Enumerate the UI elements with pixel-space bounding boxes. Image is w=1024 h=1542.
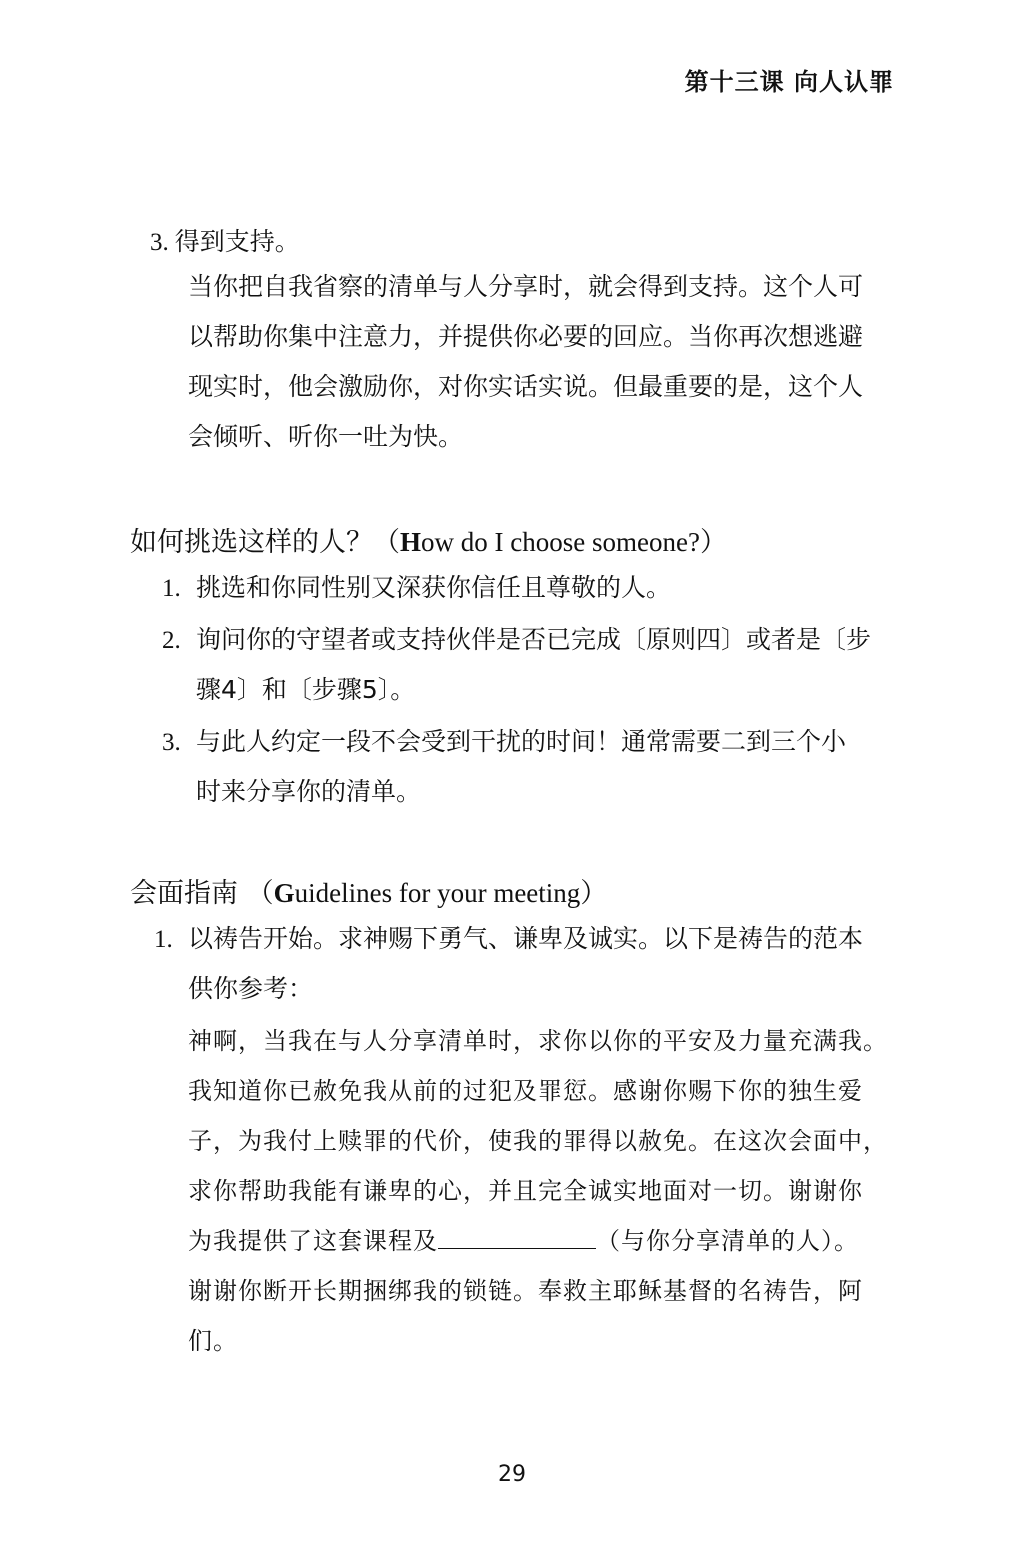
prayer-sample xyxy=(188,1016,900,1366)
page-number: 29 xyxy=(498,1462,526,1487)
prayer-line: 们。 xyxy=(188,1327,238,1355)
list-line: 供你参考： xyxy=(188,974,314,1003)
point-3-heading: 得到支持。 xyxy=(174,227,300,256)
section-heading-en xyxy=(247,878,608,908)
list-number: 1. xyxy=(162,575,181,602)
choose-item-1 xyxy=(162,563,671,614)
point-3-title xyxy=(150,222,300,258)
choose-item-3 xyxy=(162,717,846,817)
heading-en-text: uidelines for your meeting xyxy=(294,878,581,908)
list-line: 询问你的守望者或支持伙伴是否已完成〔原则四〕或者是〔步 xyxy=(196,625,872,654)
heading-initial: H xyxy=(400,527,422,557)
paragraph-line: 现实时，他会激励你，对你实话实说。但最重要的是，这个人 xyxy=(188,372,864,401)
paragraph-line: 以帮助你集中注意力，并提供你必要的回应。当你再次想逃避 xyxy=(188,322,864,351)
paren-open: （ xyxy=(373,527,400,557)
prayer-line: 子，为我付上赎罪的代价，使我的罪得以赦免。在这次会面中， xyxy=(188,1127,888,1155)
paren-open: （ xyxy=(246,878,274,908)
paragraph-line: 当你把自我省察的清单与人分享时，就会得到支持。这个人可 xyxy=(188,272,864,301)
prayer-line-with-blank xyxy=(188,1216,900,1266)
point-3-number: 3. xyxy=(150,229,169,256)
prayer-blank-after: （与你分享清单的人）。 xyxy=(596,1227,859,1255)
list-line: 与此人约定一段不会受到干扰的时间！通常需要二到三个小 xyxy=(196,727,847,756)
list-number: 1. xyxy=(154,926,173,953)
section-heading-guidelines xyxy=(130,871,607,910)
paragraph-line: 会倾听、听你一吐为快。 xyxy=(188,422,464,451)
section-heading-choose xyxy=(130,520,727,559)
section-heading-cn: 如何挑选这样的人？ xyxy=(130,527,373,558)
fill-in-blank xyxy=(438,1226,596,1249)
list-number: 3. xyxy=(162,729,181,756)
paren-close: ） xyxy=(699,527,727,557)
paren-close: ） xyxy=(580,878,608,908)
prayer-line: 我知道你已赦免我从前的过犯及罪愆。感谢你赐下你的独生爱 xyxy=(188,1077,863,1105)
list-line: 时来分享你的清单。 xyxy=(196,777,422,806)
prayer-line: 神啊，当我在与人分享清单时，求你以你的平安及力量充满我。 xyxy=(188,1027,888,1055)
heading-initial: G xyxy=(273,878,295,908)
prayer-line: 谢谢你断开长期捆绑我的锁链。奉救主耶稣基督的名祷告，阿 xyxy=(188,1277,863,1305)
list-line: 以祷告开始。求神赐下勇气、谦卑及诚实。以下是祷告的范本 xyxy=(188,924,864,953)
choose-item-2 xyxy=(162,615,871,715)
lesson-title: 第十三课 向人认罪 xyxy=(684,68,894,96)
list-number: 2. xyxy=(162,627,181,654)
list-line: 骤4〕和〔步骤5〕。 xyxy=(196,675,416,704)
prayer-blank-before: 为我提供了这套课程及 xyxy=(188,1227,438,1255)
list-line: 挑选和你同性别又深获你信任且尊敬的人。 xyxy=(196,573,672,602)
point-3-paragraph xyxy=(188,262,900,462)
guideline-item-1 xyxy=(154,914,863,1014)
section-heading-en xyxy=(373,527,727,557)
heading-en-text: ow do I choose someone? xyxy=(421,527,700,557)
prayer-line: 求你帮助我能有谦卑的心，并且完全诚实地面对一切。谢谢你 xyxy=(188,1177,863,1205)
section-heading-cn: 会面指南 xyxy=(130,878,238,909)
